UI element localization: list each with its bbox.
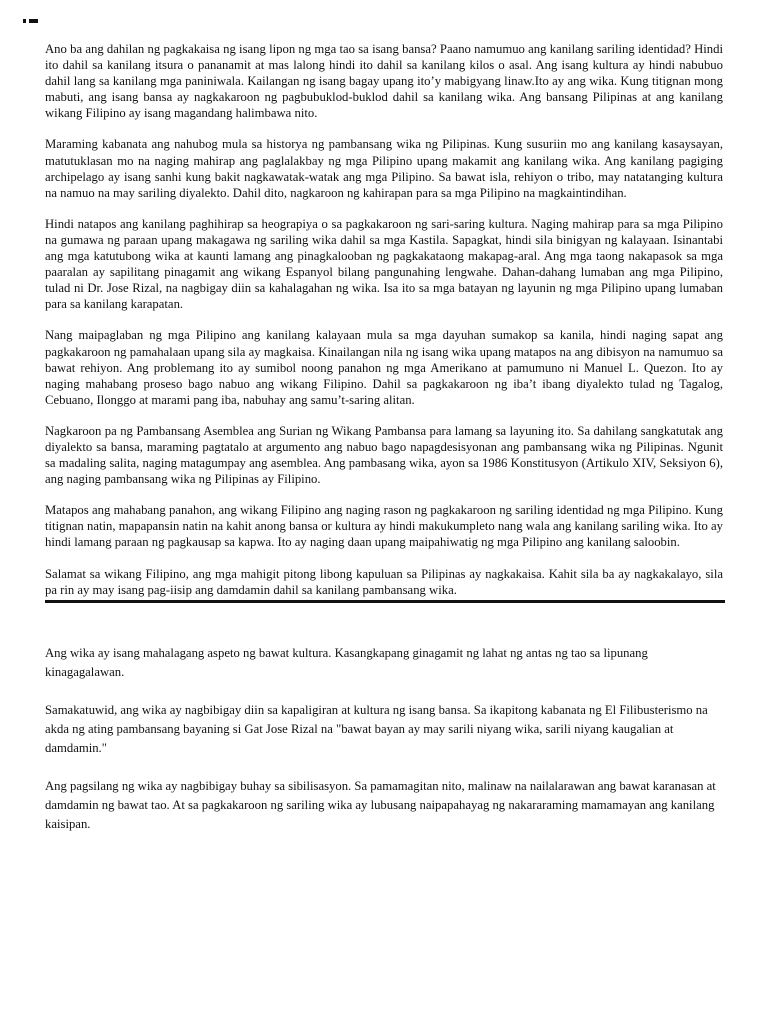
document-page	[45, 41, 723, 853]
corner-mark-dot	[23, 19, 26, 23]
essay-paragraph: Nang maipaglaban ng mga Pilipino ang kanilang kalayaan mula sa mga dayuhan sumakop sa kanila, hindi naging sapat ang pagkakaroon ng pamahalaan upang sila ay magkaisa. Kinailangan nila ng isang wika upang matapos na ang dibisyon na namumuo sa bawat rehiyon. Ang problemang ito ay sumibol noong panahon ng mga Amerikano at pamumuno ni Manuel L. Quezon. Ito ay naging mahabang proseso bago nabuo ang wikang Filipino. Dahil sa pagkakaroon ng iba’t ibang diyalekto tulad ng Tagalog, Cebuano, Ilonggo at marami pang iba, nabuhay ang samu’t-saring alitan.	[45, 328, 723, 407]
second-paragraph: Ang pagsilang ng wika ay nagbibigay buhay sa sibilisasyon. Sa pamamagitan nito, malinaw na nailalarawan ang bawat karanasan at damdamin ng bawat tao. At sa pagkakaroon ng sariling wika ay lubusang naipapahayag ng nakararaming mamamayan ang kanilang kaisipan.	[45, 778, 716, 831]
essay-paragraph: Salamat sa wikang Filipino, ang mga mahigit pitong libong kapuluan sa Pilipinas ay nagkakaisa. Kahit sila ba ay nagkakalayo, sila pa rin ay may isang pag-iisip ang damdamin dahil sa kanilang pambansang wika.	[45, 566, 723, 597]
second-paragraph: Samakatuwid, ang wika ay nagbibigay diin sa kapaligiran at kultura ng isang bansa. Sa ikapitong kabanata ng El Filibusterismo na akda ng ating pambansang bayaning si Gat Jose Rizal na "bawat bayan ay may sarili niyang wika, sarili niyang kaugalian at damdamin."	[45, 702, 708, 755]
essay-paragraph: Hindi natapos ang kanilang paghihirap sa heograpiya o sa pagkakaroon ng sari-saring kultura. Naging mahirap para sa mga Pilipino na gumawa ng paraan upang makagawa ng sariling wika dahil sa mga Kastila. Sapagkat, hindi sila binigyan ng kalayaan. Isinantabi ang mga katutubong wika at kaunti lamang ang pinagkalooban ng pagkakataong makapag-aral. Ang mga taong nakapasok sa mga paaralan ay sapilitang pinagamit ang wikang Espanyol bilang pangunahing lengwahe. Dahan-dahang lumaban ang mga Pilipino, tulad ni Dr. Jose Rizal, na nagbigay diin sa kahalagahan ng wika. Isa ito sa mga batayan ng layunin ng mga Pilipino upang lumaban para sa kanilang karapatan.	[45, 216, 723, 312]
section-divider	[45, 600, 725, 603]
second-section	[45, 644, 723, 834]
essay-paragraph: Nagkaroon pa ng Pambansang Asemblea ang Surian ng Wikang Pambansa para lamang sa layuning ito. Sa dahilang sangkatutak ang diyalekto sa bansa, maraming pagtatalo at argumento ang nabuo bago napagdesisyonan ang pambansang wika ng Pilipinas. Ngunit sa madaling salita, naging matagumpay ang asemblea. Ang pambasang wika, ayon sa 1986 Konstitusyon (Artikulo XIV, Seksiyon 6), ang naging pambansang wika ng Pilipinas ay Filipino.	[45, 423, 723, 487]
essay-paragraph: Matapos ang mahabang panahon, ang wikang Filipino ang naging rason ng pagkakaroon ng sariling identidad ng mga Pilipino. Kung titignan natin, mapapansin natin na kahit anong bansa or kultura ay hindi makukumpleto nang wala ang kanilang sariling wika. Ito ay hindi lamang paraan ng pagkausap sa kapwa. Ito ay naging daan upang maipahiwatig ng mga Pilipino ang kanilang saloobin.	[45, 503, 723, 550]
essay-paragraph: Maraming kabanata ang nahubog mula sa historya ng pambansang wika ng Pilipinas. Kung susuriin mo ang kanilang kasaysayan, matutuklasan mo na naging mahirap ang paglalakbay ng mga Pilipino upang makamit ang kanilang wika. Ang kanilang pagiging archipelago ay isang sanhi kung bakit nagkawatak-watak ang mga Pilipino. Sa bawat isla, rehiyon o tribo, may natatanging kultura na namuo na may sariling diyalekto. Dahil dito, nagkaroon ng kahirapan para sa mga Pilipino na magkaintindihan.	[45, 137, 723, 200]
essay-section	[45, 41, 723, 598]
corner-mark-bar	[29, 19, 38, 23]
corner-mark	[23, 19, 38, 23]
essay-paragraph: Ano ba ang dahilan ng pagkakaisa ng isang lipon ng mga tao sa isang bansa? Paano namumuo ang kanilang sariling identidad? Hindi ito dahil sa kanilang itsura o pananamit at mas lalong hindi ito dahil sa kanilang kilos o asal. Ang isang kultura ay hindi nabubuo dahil lang sa kanilang mga paniniwala. Kailangan ng isang bagay upang ito’y mabigyang linaw.Ito ay ang wika. Kung titignan mong mabuti, ang isang bansa ay nagkakaroon ng pagbubuklod-buklod dahil sa kanilang wika. Ang bansang Pilipinas at ang kanilang wikang Filipino ay isang magandang halimbawa nito.	[45, 42, 723, 121]
second-paragraph: Ang wika ay isang mahalagang aspeto ng bawat kultura. Kasangkapang ginagamit ng lahat ng antas ng tao sa lipunang kinagagalawan.	[45, 645, 648, 679]
